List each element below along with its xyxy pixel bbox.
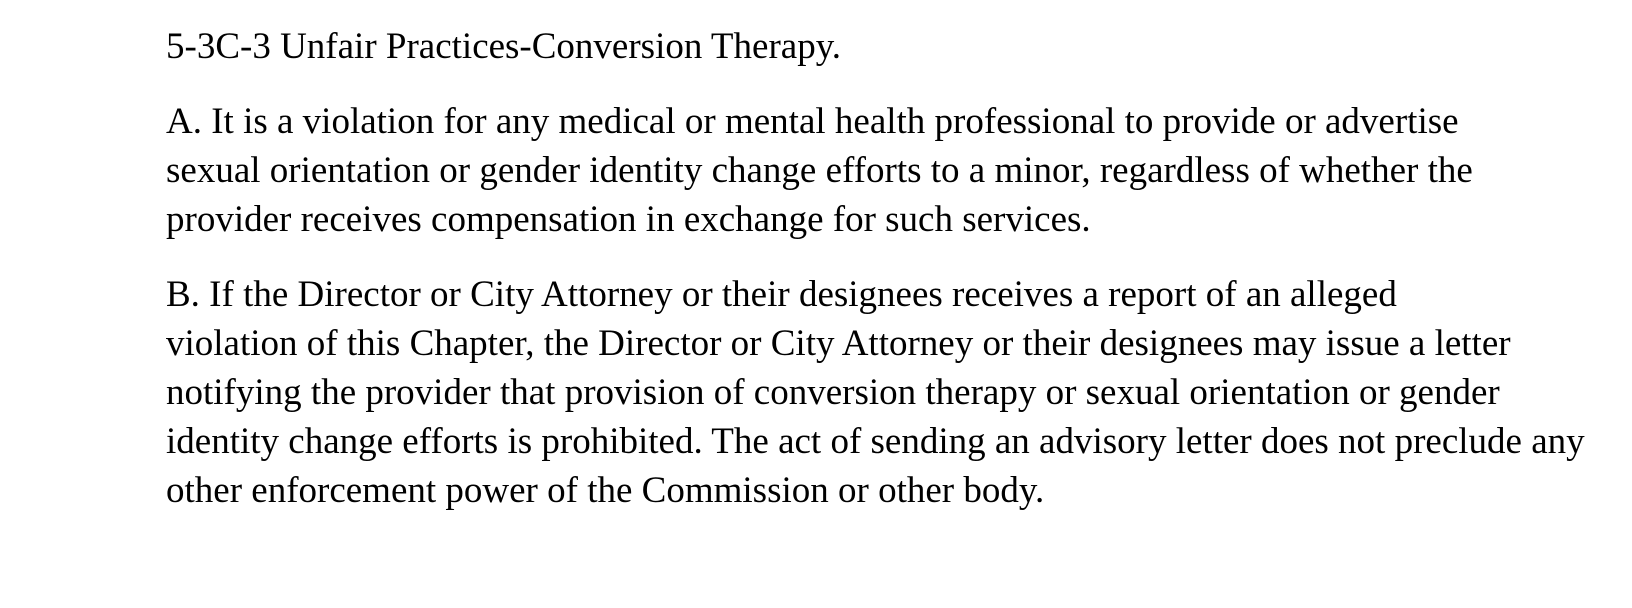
paragraph-b-line: notifying the provider that provision of conversion therapy or sexual orientation or gender xyxy=(166,372,1500,413)
paragraph-b-line: identity change efforts is prohibited. The act of sending an advisory letter does not preclude any xyxy=(166,421,1585,462)
paragraph-b xyxy=(47,270,1607,515)
paragraph-b-line: B. If the Director or City Attorney or their designees receives a report of an alleged xyxy=(166,274,1397,315)
paragraph-b-line: violation of this Chapter, the Director or City Attorney or their designees may issue a letter xyxy=(166,323,1511,364)
document-body xyxy=(47,22,1607,541)
section-heading: 5-3C-3 Unfair Practices-Conversion Therapy. xyxy=(166,26,842,67)
paragraph-b-line: other enforcement power of the Commission or other body. xyxy=(166,470,1045,511)
paragraph-a-line: provider receives compensation in exchange for such services. xyxy=(166,199,1091,240)
paragraph-a-line: A. It is a violation for any medical or mental health professional to provide or advertise xyxy=(166,101,1459,142)
paragraph-a xyxy=(47,97,1607,244)
paragraph-a-line: sexual orientation or gender identity change efforts to a minor, regardless of whether the xyxy=(166,150,1473,191)
